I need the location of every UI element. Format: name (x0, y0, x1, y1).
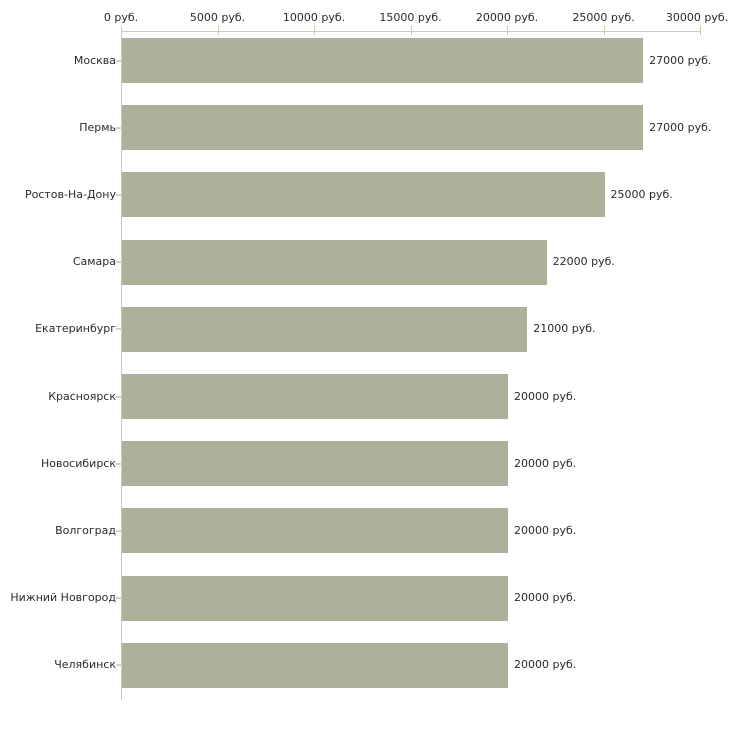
bar (122, 441, 508, 486)
category-label: Пермь (79, 120, 116, 134)
bar (122, 374, 508, 419)
x-axis-line (121, 31, 700, 32)
category-label: Нижний Новгород (10, 591, 116, 605)
value-label: 20000 руб. (514, 456, 577, 470)
category-label: Москва (73, 53, 116, 67)
category-label: Красноярск (48, 389, 116, 403)
value-label: 27000 руб. (649, 120, 712, 134)
bar (122, 105, 643, 150)
x-axis-tick-label: 5000 руб. (189, 11, 246, 24)
value-label: 25000 руб. (610, 187, 673, 201)
category-label: Новосибирск (40, 456, 116, 470)
category-label: Челябинск (54, 658, 116, 672)
value-label: 20000 руб. (514, 591, 577, 605)
x-axis-tick (700, 26, 701, 35)
value-label: 20000 руб. (514, 523, 577, 537)
x-axis-tick-label: 10000 руб. (282, 11, 346, 24)
value-label: 21000 руб. (533, 322, 596, 336)
bar (122, 172, 605, 217)
value-label: 22000 руб. (552, 255, 615, 269)
x-axis-tick-label: 25000 руб. (572, 11, 635, 24)
x-axis-tick-label: 30000 руб. (665, 11, 729, 24)
bar (122, 240, 547, 285)
category-label: Волгоград (55, 523, 116, 537)
bar (122, 643, 508, 688)
x-axis-tick-label: 20000 руб. (475, 11, 539, 24)
bar (122, 38, 643, 83)
bar (122, 576, 508, 621)
value-label: 20000 руб. (514, 389, 577, 403)
value-label: 27000 руб. (649, 53, 712, 67)
bar (122, 508, 508, 553)
category-label: Екатеринбург (35, 322, 116, 336)
category-label: Ростов-На-Дону (24, 187, 116, 201)
x-axis-tick-label: 15000 руб. (379, 11, 442, 24)
bar (122, 307, 527, 352)
x-axis-tick-label: 0 руб. (103, 11, 139, 24)
category-label: Самара (72, 255, 116, 269)
value-label: 20000 руб. (514, 658, 577, 672)
